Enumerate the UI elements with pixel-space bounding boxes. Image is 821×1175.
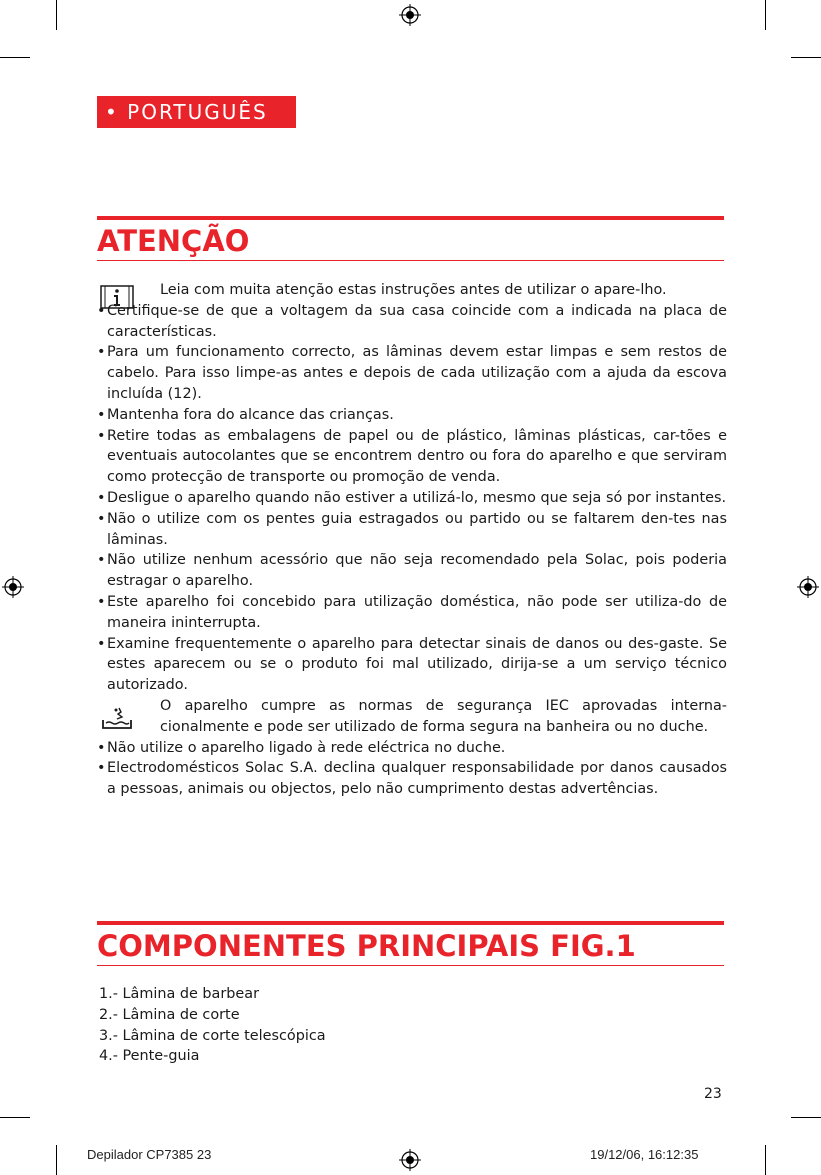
list-item: 2.- Lâmina de corte: [99, 1006, 240, 1023]
crop-mark: [56, 0, 57, 30]
section-rule-top: [97, 921, 724, 925]
crop-mark: [0, 1117, 30, 1118]
crop-mark: [791, 1117, 821, 1118]
crop-mark: [0, 57, 30, 58]
list-item: • Examine frequentemente o aparelho para detectar sinais de danos ou des-gaste. Se estes aparecem ou se o produto foi mal utilizado, dirija-se a um serviço técnico autorizado.: [97, 634, 727, 696]
list-item: • Para um funcionamento correcto, as lâminas devem estar limpas e sem restos de cabelo. Para isso limpe-as antes e depois de cada utilização com a ajuda da escova incluída (12).: [97, 342, 727, 404]
list-item: • Electrodomésticos Solac S.A. declina qualquer responsabilidade por danos causados a pessoas, animais ou objectos, pelo não cumprimento destas advertências.: [97, 758, 727, 800]
crop-mark: [765, 0, 766, 30]
list-item: • Mantenha fora do alcance das crianças.: [97, 405, 727, 426]
section-rule-bottom: [97, 260, 724, 261]
section-title-components: COMPONENTES PRINCIPAIS FIG.1: [97, 929, 636, 963]
list-item: 1.- Lâmina de barbear: [99, 986, 260, 1002]
bath-note-paragraph: O aparelho cumpre as normas de segurança IEC aprovadas interna-cionalmente e pode ser utilizado de forma segura na banheira ou no duche.: [160, 697, 727, 735]
list-item: • Não utilize o aparelho ligado à rede eléctrica no duche.: [97, 738, 727, 759]
page-number: 23: [704, 1086, 722, 1102]
section-rule-top: [97, 216, 724, 220]
registration-mark-icon: [2, 576, 24, 598]
crop-mark: [791, 57, 821, 58]
list-item: • Não o utilize com os pentes guia estragados ou partido ou se faltarem den-tes nas lâminas.: [97, 509, 727, 551]
crop-mark: [765, 1145, 766, 1175]
section-title-attention: ATENÇÃO: [97, 224, 250, 258]
language-tab: • PORTUGUÊS: [97, 96, 296, 128]
intro-paragraph: Leia com muita atenção estas instruções antes de utilizar o apare-lho.: [160, 282, 667, 298]
list-item: • Não utilize nenhum acessório que não seja recomendado pela Solac, pois poderia estragar o aparelho.: [97, 550, 727, 592]
list-item: • Retire todas as embalagens de papel ou de plástico, lâminas plásticas, car-tões e eventuais autocolantes que se encontrem dentro ou fora do aparelho e que serviram como protecção de transporte ou promoção de venda.: [97, 426, 727, 488]
footer-right: 19/12/06, 16:12:35: [590, 1147, 699, 1162]
list-item: • Desligue o aparelho quando não estiver a utilizá-lo, mesmo que seja só por instantes.: [97, 488, 727, 509]
list-item: 4.- Pente-guia: [99, 1048, 200, 1065]
registration-mark-icon: [399, 4, 421, 26]
footer-left: Depilador CP7385 23: [87, 1147, 212, 1162]
section-rule-bottom: [97, 965, 724, 966]
registration-mark-icon: [797, 576, 819, 598]
list-item: • Este aparelho foi concebido para utilização doméstica, não pode ser utiliza-do de maneira ininterrupta.: [97, 592, 727, 634]
list-item: • Certifique-se de que a voltagem da sua casa coincide com a indicada na placa de características.: [97, 301, 727, 343]
registration-mark-icon: [399, 1149, 421, 1171]
components-list: [99, 984, 326, 1067]
list-item: 3.- Lâmina de corte telescópica: [99, 1027, 326, 1044]
crop-mark: [56, 1145, 57, 1175]
attention-body: [97, 280, 727, 800]
